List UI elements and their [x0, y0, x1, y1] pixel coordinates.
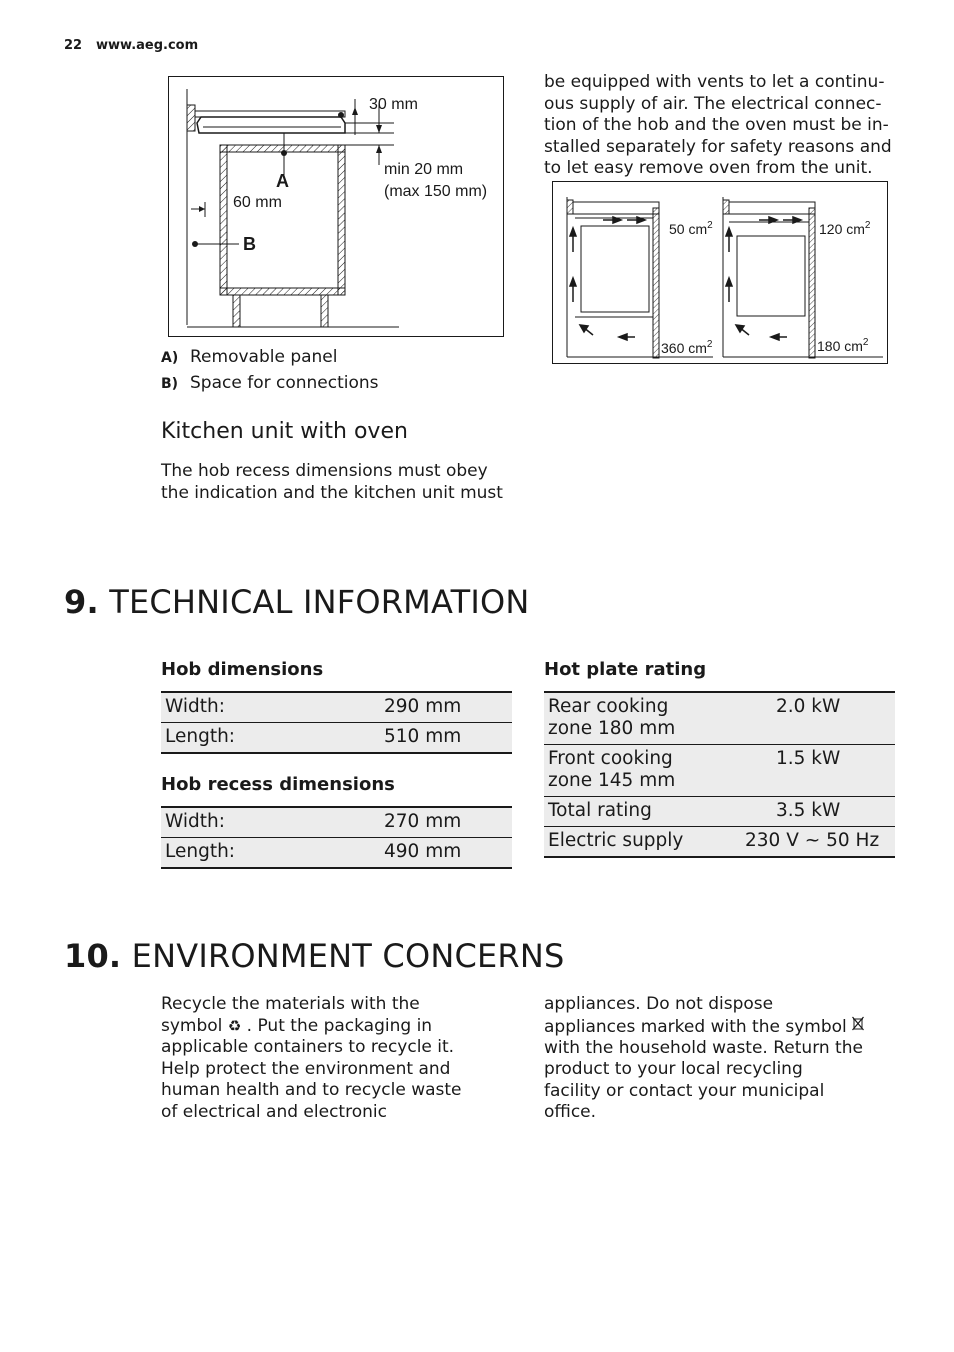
text-line: appliances. Do not dispose: [544, 994, 774, 1014]
superscript: 2: [864, 220, 871, 231]
text-line: applicable containers to recycle it.: [161, 1037, 455, 1057]
dim-60mm-label: 60 mm: [233, 194, 282, 211]
text-line: human health and to recycle waste: [161, 1080, 462, 1100]
hob-recess-heading: Hob recess dimensions: [161, 774, 395, 795]
table-row: [544, 797, 895, 827]
legend-text: Space for connections: [190, 373, 379, 393]
hob-installation-diagram: [168, 76, 504, 337]
svg-text:50 cm2: [669, 220, 713, 237]
legend-item-b: [161, 370, 379, 397]
svg-text:360 cm2: [661, 339, 713, 356]
text-line: with the household waste. Return the: [544, 1037, 863, 1058]
dim-max-label: (max 150 mm): [384, 183, 488, 200]
text-line: the indication and the kitchen unit must: [161, 482, 503, 503]
legend-key: A): [161, 350, 179, 366]
vent-label-50: 50 cm: [669, 221, 708, 237]
section-heading: TECHNICAL INFORMATION: [109, 583, 530, 621]
table-row: [544, 692, 895, 745]
dim-min-label: min 20 mm: [384, 161, 464, 178]
table-cell-label: Length:: [161, 838, 380, 869]
text-line: to let easy remove oven from the unit.: [544, 158, 873, 178]
section-number: 9.: [64, 583, 99, 621]
label-line: Rear cooking: [548, 696, 669, 717]
table-cell-value: 270 mm: [380, 807, 512, 838]
kitchen-paragraph-right: [544, 72, 904, 180]
table-cell-value: 510 mm: [380, 723, 512, 754]
text-line: facility or contact your municipal: [544, 1080, 825, 1101]
text-line: Recycle the materials with the: [161, 994, 420, 1014]
label-line: zone 145 mm: [548, 770, 676, 791]
section-heading: ENVIRONMENT CONCERNS: [131, 937, 565, 975]
kitchen-paragraph-left: [161, 461, 511, 504]
section-10-title: [64, 937, 565, 975]
hob-dimensions-table: [161, 691, 512, 754]
text-line: Help protect the environment and: [161, 1058, 451, 1079]
text-line: tion of the hob and the oven must be in-: [544, 115, 889, 135]
vent-label-180: 180 cm: [817, 338, 863, 354]
superscript: 2: [706, 339, 713, 350]
table-row: [161, 723, 512, 754]
label-line: zone 180 mm: [548, 718, 676, 739]
table-row: [544, 827, 895, 858]
svg-text:180 cm2: [817, 337, 869, 354]
superscript: 2: [707, 220, 713, 231]
text-span: symbol: [161, 1015, 223, 1036]
hot-plate-table: [544, 691, 895, 858]
text-line: [161, 1016, 511, 1038]
text-line: stalled separately for safety reasons and: [544, 136, 892, 157]
superscript: 2: [862, 337, 869, 348]
text-line: [544, 1016, 904, 1038]
text-line: The hob recess dimensions must obey: [161, 461, 488, 481]
table-cell-label: [544, 692, 734, 745]
table-row: [161, 807, 512, 838]
legend-key: B): [161, 376, 179, 392]
environment-paragraph-right: [544, 994, 904, 1124]
table-cell-value: 1.5 kW: [734, 745, 895, 797]
text-span: appliances marked with the symbol: [544, 1016, 847, 1037]
page-number: 22: [64, 38, 83, 53]
table-cell-value: 490 mm: [380, 838, 512, 869]
marker-a-label: A: [276, 171, 289, 191]
svg-text:120 cm2: [819, 220, 871, 237]
table-cell-value: 230 V ~ 50 Hz: [734, 827, 895, 858]
vent-label-120: 120 cm: [819, 221, 865, 237]
legend-text: Removable panel: [190, 347, 338, 367]
text-span: . Put the packaging in: [246, 1015, 433, 1036]
table-cell-label: Width:: [161, 692, 380, 723]
hob-dimensions-heading: Hob dimensions: [161, 659, 324, 680]
crossed-bin-icon: [852, 1016, 864, 1038]
legend-item-a: [161, 344, 338, 371]
section-number: 10.: [64, 937, 122, 975]
table-cell-label: [544, 745, 734, 797]
kitchen-subheading: Kitchen unit with oven: [161, 419, 408, 444]
table-cell-label: Length:: [161, 723, 380, 754]
table-row: [544, 745, 895, 797]
text-line: office.: [544, 1102, 597, 1123]
table-cell-label: Electric supply: [544, 827, 734, 858]
text-line: of electrical and electronic: [161, 1101, 387, 1122]
vent-label-360: 360 cm: [661, 340, 707, 356]
text-line: product to your local recycling: [544, 1059, 803, 1080]
text-line: ous supply of air. The electrical connec-: [544, 93, 882, 114]
recycle-icon: ♻: [227, 1016, 242, 1035]
marker-b-label: B: [243, 234, 256, 254]
hob-recess-table: [161, 806, 512, 869]
header-url: www.aeg.com: [96, 38, 199, 53]
table-cell-value: 3.5 kW: [734, 797, 895, 827]
dim-30mm-label: 30 mm: [369, 96, 418, 113]
table-cell-label: Total rating: [544, 797, 734, 827]
table-cell-value: 290 mm: [380, 692, 512, 723]
section-9-title: [64, 583, 530, 621]
label-line: Front cooking: [548, 748, 673, 769]
environment-paragraph-left: [161, 994, 511, 1123]
table-cell-value: 2.0 kW: [734, 692, 895, 745]
hot-plate-heading: Hot plate rating: [544, 659, 707, 680]
table-row: [161, 838, 512, 869]
ventilation-diagram: [552, 181, 888, 364]
table-cell-label: Width:: [161, 807, 380, 838]
table-row: [161, 692, 512, 723]
text-line: be equipped with vents to let a continu-: [544, 72, 885, 92]
